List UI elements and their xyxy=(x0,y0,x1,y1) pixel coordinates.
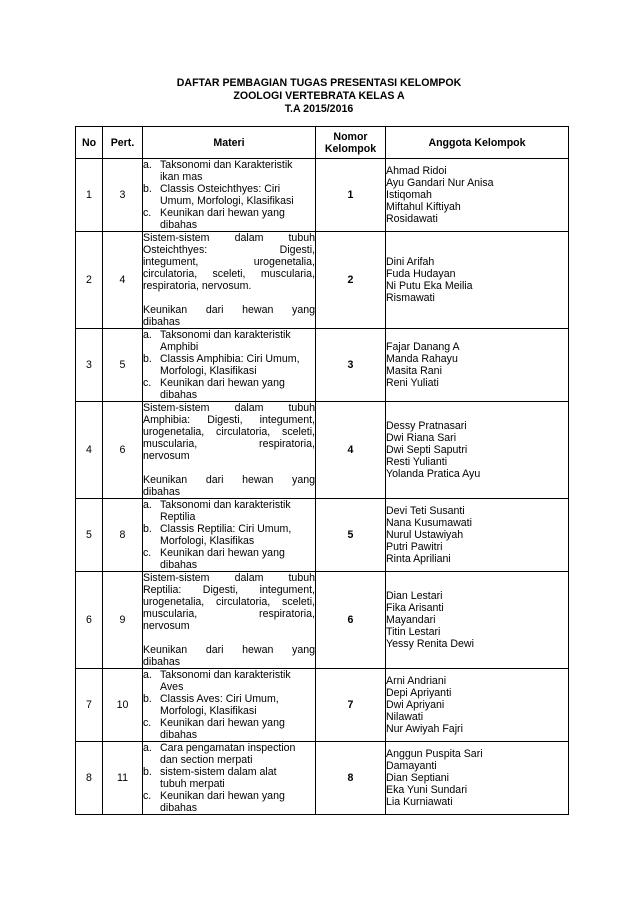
member-name: Lia Kurniawati xyxy=(386,796,453,808)
header-no: No xyxy=(76,127,103,159)
list-marker: c. xyxy=(143,717,152,729)
materi-line: Classis Amphibia: Ciri Umum, xyxy=(160,353,300,365)
materi-line: Umum, Morfologi, Klasifikasi xyxy=(160,195,294,207)
member-name: Rinta Apriliani xyxy=(386,553,451,565)
cell-pert: 11 xyxy=(103,742,143,815)
cell-nomor-kelompok: 3 xyxy=(316,329,386,402)
materi-line: Keunikan dari hewan yang xyxy=(160,377,285,389)
cell-anggota xyxy=(386,232,569,329)
materi-line: muscularia, respiratoria, xyxy=(143,608,315,620)
cell-anggota xyxy=(386,402,569,499)
cell-materi xyxy=(143,159,316,232)
list-marker: a. xyxy=(143,669,152,681)
materi-item xyxy=(143,353,315,377)
cell-no: 6 xyxy=(76,572,103,669)
cell-anggota xyxy=(386,572,569,669)
member-name: Titin Lestari xyxy=(386,626,441,638)
materi-item xyxy=(143,766,315,790)
member-name: Yolanda Pratica Ayu xyxy=(386,468,481,480)
cell-pert: 3 xyxy=(103,159,143,232)
cell-pert: 10 xyxy=(103,669,143,742)
cell-anggota xyxy=(386,669,569,742)
member-name: Damayanti xyxy=(386,760,437,772)
materi-line: Sistem-sistem dalam tubuh xyxy=(143,232,315,244)
list-marker: b. xyxy=(143,766,152,778)
member-name: Yessy Renita Dewi xyxy=(386,638,474,650)
materi-list xyxy=(143,742,315,814)
materi-line: Reptilia xyxy=(160,511,196,523)
materi-line: Taksonomi dan karakteristik xyxy=(160,669,291,681)
member-name: Miftahul Kiftiyah xyxy=(386,201,461,213)
member-name: Eka Yuni Sundari xyxy=(386,784,468,796)
member-name: Reni Yuliati xyxy=(386,377,439,389)
cell-pert: 5 xyxy=(103,329,143,402)
materi-line: Keunikan dari hewan yang xyxy=(143,644,315,656)
materi-line: Amphibia: Digesti, integument, xyxy=(143,414,315,426)
header-anggota: Anggota Kelompok xyxy=(386,127,569,159)
materi-list xyxy=(143,669,315,741)
materi-item xyxy=(143,717,315,741)
member-name: Dian Lestari xyxy=(386,590,443,602)
cell-materi xyxy=(143,402,316,499)
list-marker: c. xyxy=(143,377,152,389)
member-name: Dwi Septi Saputri xyxy=(386,444,468,456)
table-row xyxy=(76,159,569,232)
member-name: Dessy Pratnasari xyxy=(386,420,467,432)
table-row xyxy=(76,742,569,815)
materi-line: Morfologi, Klasifikas xyxy=(160,535,255,547)
cell-materi xyxy=(143,499,316,572)
table-row xyxy=(76,402,569,499)
materi-line: dibahas xyxy=(143,486,181,498)
cell-no: 5 xyxy=(76,499,103,572)
cell-materi xyxy=(143,669,316,742)
header-nomor-line1: Nomor xyxy=(333,130,368,143)
materi-item xyxy=(143,669,315,693)
member-name: Nurul Ustawiyah xyxy=(386,529,464,541)
cell-anggota xyxy=(386,159,569,232)
member-name: Resti Yulianti xyxy=(386,456,448,468)
member-name: Manda Rahayu xyxy=(386,353,458,365)
member-name: Fajar Danang A xyxy=(386,341,460,353)
materi-line: dibahas xyxy=(160,389,198,401)
cell-anggota xyxy=(386,329,569,402)
cell-pert: 9 xyxy=(103,572,143,669)
cell-nomor-kelompok: 2 xyxy=(316,232,386,329)
materi-line: Cara pengamatan inspection xyxy=(160,742,296,754)
header-materi: Materi xyxy=(143,127,316,159)
materi-line: Aves xyxy=(160,681,184,693)
materi-line: Amphibi xyxy=(160,341,199,353)
cell-no: 2 xyxy=(76,232,103,329)
member-name: Nilawati xyxy=(386,711,424,723)
materi-line: dan section merpati xyxy=(160,754,253,766)
cell-no: 1 xyxy=(76,159,103,232)
materi-line: tubuh merpati xyxy=(160,778,225,790)
materi-line: urogenetalia, circulatoria, sceleti, xyxy=(143,426,315,438)
member-name: Mayandari xyxy=(386,614,436,626)
materi-line: Osteichthyes: Digesti, xyxy=(143,244,315,256)
materi-line: Keunikan dari hewan yang xyxy=(160,547,285,559)
materi-line: Keunikan dari hewan yang xyxy=(143,304,315,316)
cell-anggota xyxy=(386,742,569,815)
member-name: Depi Apriyanti xyxy=(386,687,452,699)
cell-materi xyxy=(143,232,316,329)
materi-line: urogenetalia, circulatoria, sceleti, xyxy=(143,596,315,608)
member-name: Istiqomah xyxy=(386,189,432,201)
title-line-1: DAFTAR PEMBAGIAN TUGAS PRESENTASI KELOMPOK xyxy=(176,77,462,89)
materi-line: Taksonomi dan Karakteristik xyxy=(160,159,293,171)
materi-item xyxy=(143,377,315,401)
cell-nomor-kelompok: 7 xyxy=(316,669,386,742)
materi-line: Keunikan dari hewan yang xyxy=(160,207,285,219)
cell-anggota xyxy=(386,499,569,572)
cell-pert: 4 xyxy=(103,232,143,329)
member-name: Fika Arisanti xyxy=(386,602,444,614)
member-name: Devi Teti Susanti xyxy=(386,505,465,517)
list-marker: c. xyxy=(143,790,152,802)
materi-line: Keunikan dari hewan yang xyxy=(160,790,285,802)
materi-line: Taksonomi dan karakteristik xyxy=(160,499,291,511)
list-marker: a. xyxy=(143,159,152,171)
cell-no: 4 xyxy=(76,402,103,499)
table-row xyxy=(76,572,569,669)
materi-item xyxy=(143,159,315,183)
materi-line: Reptilia: Digesti, integument, xyxy=(143,584,315,596)
header-nomor-line2: Kelompok xyxy=(324,142,377,155)
materi-line: Morfologi, Klasifikasi xyxy=(160,365,257,377)
materi-line: Taksonomi dan karakteristik xyxy=(160,329,291,341)
cell-no: 3 xyxy=(76,329,103,402)
member-name: Dini Arifah xyxy=(386,256,435,268)
cell-no: 8 xyxy=(76,742,103,815)
cell-nomor-kelompok: 4 xyxy=(316,402,386,499)
materi-item xyxy=(143,499,315,523)
member-name: Dwi Apriyani xyxy=(386,699,445,711)
list-marker: b. xyxy=(143,693,152,705)
materi-line: dibahas xyxy=(160,219,198,231)
materi-line: dibahas xyxy=(143,316,181,328)
table-row xyxy=(76,669,569,742)
materi-line: Classis Reptilia: Ciri Umum, xyxy=(160,523,292,535)
materi-line: Sistem-sistem dalam tubuh xyxy=(143,402,315,414)
materi-list xyxy=(143,499,315,571)
member-name: Nana Kusumawati xyxy=(386,517,472,529)
materi-line: Classis Aves: Ciri Umum, xyxy=(160,693,279,705)
materi-item xyxy=(143,547,315,571)
materi-line: integument, urogenetalia, xyxy=(143,256,315,268)
cell-pert: 8 xyxy=(103,499,143,572)
materi-line: sistem-sistem dalam alat xyxy=(160,766,277,778)
member-name: Anggun Puspita Sari xyxy=(386,748,483,760)
list-marker: a. xyxy=(143,499,152,511)
materi-item xyxy=(143,790,315,814)
list-marker: a. xyxy=(143,742,152,754)
materi-line: Sistem-sistem dalam tubuh xyxy=(143,572,315,584)
cell-nomor-kelompok: 5 xyxy=(316,499,386,572)
materi-line: ikan mas xyxy=(160,171,203,183)
cell-nomor-kelompok: 8 xyxy=(316,742,386,815)
table-row xyxy=(76,329,569,402)
task-table xyxy=(75,126,569,815)
list-marker: b. xyxy=(143,353,152,365)
materi-list xyxy=(143,329,315,401)
member-name: Rosidawati xyxy=(386,213,438,225)
materi-item xyxy=(143,329,315,353)
cell-nomor-kelompok: 6 xyxy=(316,572,386,669)
materi-line: dibahas xyxy=(160,802,198,814)
list-marker: a. xyxy=(143,329,152,341)
cell-pert: 6 xyxy=(103,402,143,499)
materi-line: Morfologi, Klasifikasi xyxy=(160,705,257,717)
member-name: Ahmad Ridoi xyxy=(386,165,447,177)
materi-line: Keunikan dari hewan yang xyxy=(143,474,315,486)
header-nomor-kelompok xyxy=(316,127,386,159)
list-marker: b. xyxy=(143,183,152,195)
materi-item xyxy=(143,207,315,231)
list-marker: b. xyxy=(143,523,152,535)
materi-line: muscularia, respiratoria, xyxy=(143,438,315,450)
materi-line: Classis Osteichthyes: Ciri xyxy=(160,183,281,195)
title-line-2: ZOOLOGI VERTEBRATA KELAS A xyxy=(233,90,405,102)
cell-materi xyxy=(143,742,316,815)
table-row xyxy=(76,232,569,329)
materi-item xyxy=(143,742,315,766)
member-name: Arni Andriani xyxy=(386,675,447,687)
materi-line: respiratoria, nervosum. xyxy=(143,280,252,292)
materi-line: dibahas xyxy=(160,729,198,741)
materi-line: dibahas xyxy=(160,559,198,571)
cell-no: 7 xyxy=(76,669,103,742)
materi-line: dibahas xyxy=(143,656,181,668)
cell-materi xyxy=(143,572,316,669)
title-line-3: T.A 2015/2016 xyxy=(284,103,354,115)
materi-item xyxy=(143,523,315,547)
list-marker: c. xyxy=(143,547,152,559)
materi-item xyxy=(143,693,315,717)
member-name: Putri Pawitri xyxy=(386,541,443,553)
member-name: Ayu Gandari Nur Anisa xyxy=(386,177,494,189)
cell-materi xyxy=(143,329,316,402)
document-title xyxy=(0,77,638,116)
materi-line: nervosum xyxy=(143,620,190,632)
member-name: Dwi Riana Sari xyxy=(386,432,457,444)
member-name: Rismawati xyxy=(386,292,435,304)
table-row xyxy=(76,499,569,572)
member-name: Dian Septiani xyxy=(386,772,450,784)
member-name: Fuda Hudayan xyxy=(386,268,456,280)
cell-nomor-kelompok: 1 xyxy=(316,159,386,232)
list-marker: c. xyxy=(143,207,152,219)
materi-line: nervosum xyxy=(143,450,190,462)
materi-line: Keunikan dari hewan yang xyxy=(160,717,285,729)
member-name: Masita Rani xyxy=(386,365,442,377)
materi-line: circulatoria, sceleti, muscularia, xyxy=(143,268,315,280)
materi-item xyxy=(143,183,315,207)
member-name: Ni Putu Eka Meilia xyxy=(386,280,473,292)
header-pert: Pert. xyxy=(103,127,143,159)
member-name: Nur Awiyah Fajri xyxy=(386,723,463,735)
table-header-row xyxy=(76,127,569,159)
materi-list xyxy=(143,159,315,231)
